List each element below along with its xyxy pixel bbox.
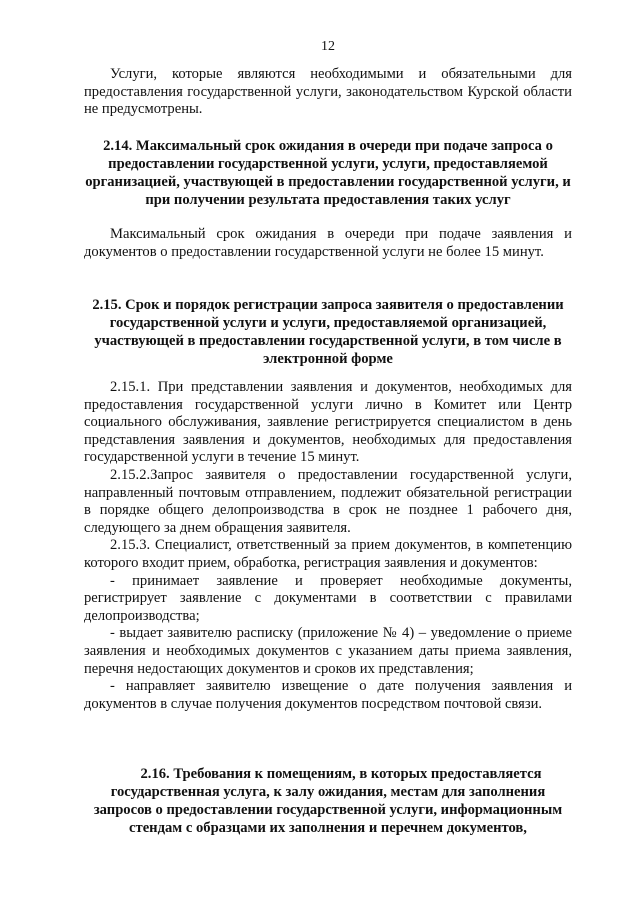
section-2-14-body [84,226,572,261]
section-2-15-paragraph-1: 2.15.1. При представлении заявления и документов, необходимых для предоставления государственной услуги лично в Комитет или Центр социального обслуживания, заявление регистрируется специалистом в день представления заявления и документов, необходимых для предоставления государственной услуги в течение 15 минут. [84,379,572,466]
section-2-15-heading: 2.15. Срок и порядок регистрации запроса заявителя о предоставлении государственной услуги и услуги, предоставляемой организацией, участвующей в предоставлении государственной услуги, в том числе в электронной форме [92,297,564,367]
section-2-14-heading: 2.14. Максимальный срок ожидания в очереди при подаче запроса о предоставлении государственной услуги, услуги, предоставляемой организацией, участвующей в предоставлении государственной услуги, и при получении результата предоставления таких услуг [85,138,571,208]
page-number: 12 [321,39,335,54]
section-2-15-body [84,379,572,713]
section-2-15-list-item-1: - принимает заявление и проверяет необходимые документы, регистрирует заявление с документами в соответствии с правилами делопроизводства; [84,572,572,624]
section-2-14-heading-block [84,137,572,209]
section-2-15-heading-block [84,296,572,368]
intro-paragraph: Услуги, которые являются необходимыми и обязательными для предоставления государственной услуги, законодательством Курской области не предусмотрены. [84,66,572,118]
section-2-15-list-item-2: - выдает заявителю расписку (приложение № 4) – уведомление о приеме заявления и необходимых документов с указанием даты приема заявления, перечня недостающих документов и сроков их представления; [84,625,572,677]
section-2-15-list-item-3: - направляет заявителю извещение о дате получения заявления и документов в случае получения документов посредством почтовой связи. [84,678,572,712]
section-2-16-heading: 2.16. Требования к помещениям, в которых предоставляется государственная услуга, к залу ожидания, местам для заполнения запросов о предоставлении государственной услуги, информационным стендам с образцами их заполнения и перечнем документов, [93,766,563,836]
section-2-16-heading-block [84,765,572,837]
section-2-15-paragraph-3: 2.15.3. Специалист, ответственный за прием документов, в компетенцию которого входит прием, обработка, регистрация заявления и документов: [84,537,572,571]
section-2-15-paragraph-2: 2.15.2.Запрос заявителя о предоставлении государственной услуги, направленный почтовым отправлением, подлежит обязательной регистрации в порядке общего делопроизводства в срок не позднее 1 рабочего дня, следующего за днем обращения заявителя. [84,466,572,536]
intro-block [84,66,572,119]
section-2-14-paragraph: Максимальный срок ожидания в очереди при подаче заявления и документов о предоставлении государственной услуги не более 15 минут. [84,226,572,260]
